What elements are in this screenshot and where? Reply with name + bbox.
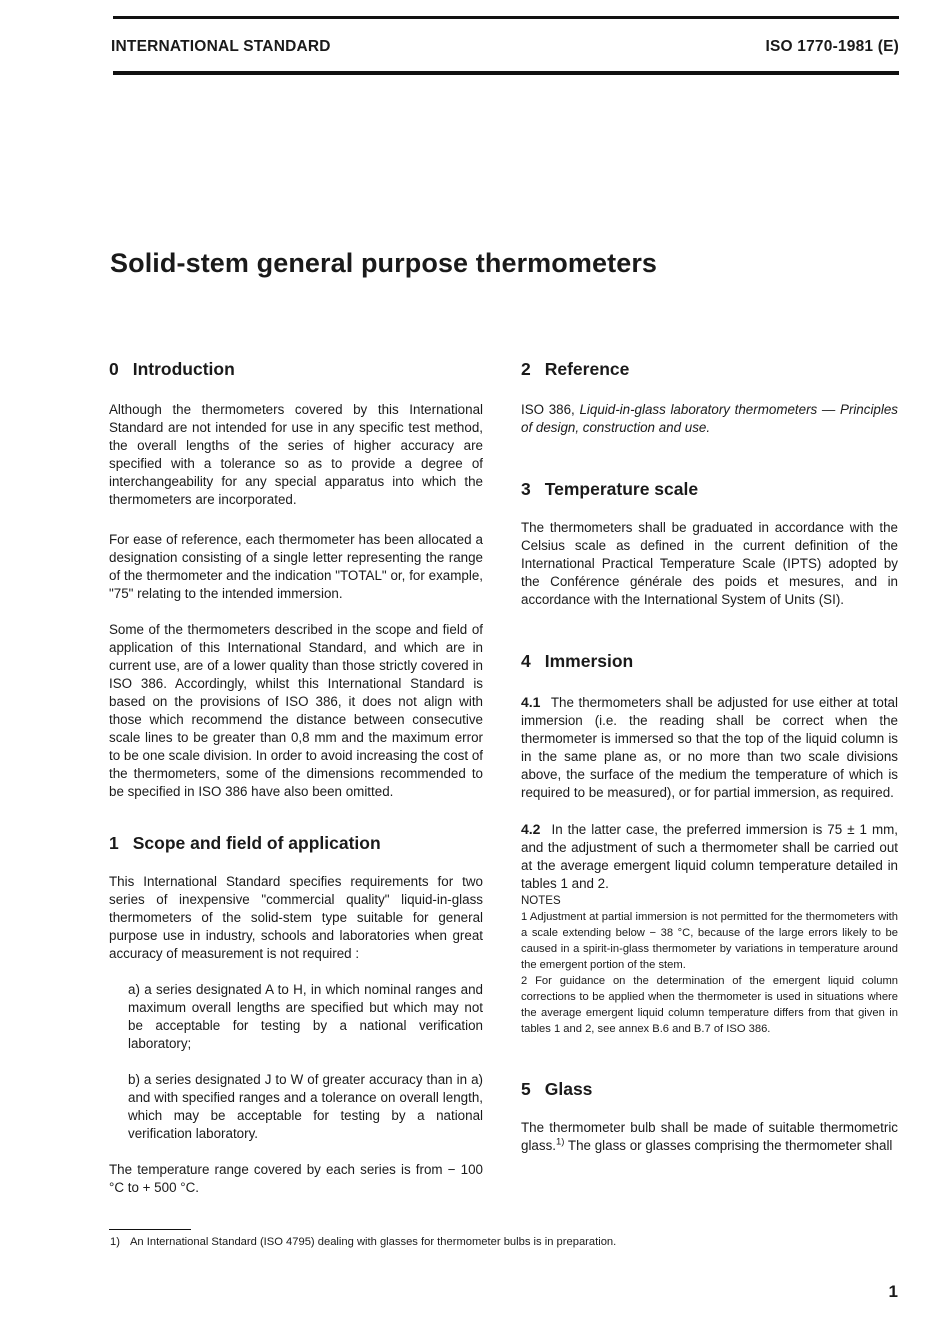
header-top-rule — [113, 16, 899, 19]
clause-4-2-text: In the latter case, the preferred immersion is 75 ± 1 mm, and the adjustment of such a thermometer shall be carried out at the average emergent liquid column temperature detailed in tables 1 and 2. — [521, 822, 898, 891]
section-0-number: 0 — [109, 359, 119, 379]
intro-paragraph-3: Some of the thermometers described in the scope and field of application of this International Standard, and which are in current use, are of a lower quality than those strictly covered in ISO 386. Accordingly, whilst this International Standard is based on the provisions of ISO 386, it does not align with those which recommend the distance between consecutive scale lines to be greater than 0,8 mm and the maximum error to be one scale division. In order to avoid increasing the cost of the thermometers, some of the dimensions recommended to be specified in ISO 386 have also been omitted. — [109, 622, 483, 799]
section-2-number: 2 — [521, 359, 531, 379]
footnote-rule — [109, 1229, 191, 1230]
note-2: 2 For guidance on the determination of the emergent liquid column corrections to be applied when the thermometer is used in situations where the average emergent liquid column temperature differs from that given in tables 1 and 2, see annex B.6 and B.7 of ISO 386. — [521, 975, 898, 1035]
reference-prefix: ISO 386, — [521, 402, 575, 417]
section-5-number: 5 — [521, 1079, 531, 1099]
glass-text-end: The glass or glasses comprising the thermometer shall — [564, 1138, 893, 1153]
section-5-heading — [521, 1077, 898, 1101]
intro-paragraph-1: Although the thermometers covered by this International Standard are not intended for use in any specific test method, the overall lengths of the series of higher accuracy are specified with a tolerance so as to provide a degree of interchangeability for any special apparatus into which the thermometers are incorporated. — [109, 402, 483, 507]
scope-intro: This International Standard specifies requirements for two series of inexpensive "commercial quality" liquid-in-glass thermometers of the solid-stem type suitable for general purpose use in industry, schools and laboratories when great accuracy of measurement is not required : — [109, 874, 483, 961]
notes-label: NOTES — [521, 895, 561, 907]
section-0-title: Introduction — [132, 359, 235, 379]
clause-4-2 — [521, 820, 898, 893]
header-standard-number: ISO 1770-1981 (E) — [765, 38, 899, 55]
intro-paragraph-2: For ease of reference, each thermometer has been allocated a designation consisting of a single letter representing the range of the thermometer and the indication "TOTAL" or, for example, "75" relating to the intended immersion. — [109, 532, 483, 601]
section-4-number: 4 — [521, 651, 531, 671]
section-0-heading — [109, 357, 483, 381]
section-1-title: Scope and field of application — [132, 833, 381, 853]
header-standard-type: INTERNATIONAL STANDARD — [111, 38, 331, 55]
footnote-reference: 1) — [555, 1136, 565, 1148]
glass-text — [521, 1119, 898, 1155]
scope-closing: The temperature range covered by each series is from − 100 °C to + 500 °C. — [109, 1162, 483, 1195]
section-3-heading — [521, 477, 898, 501]
document-title: Solid-stem general purpose thermometers — [110, 248, 658, 278]
scope-item-b: b) a series designated J to W of greater accuracy than in a) and with specified ranges and a tolerance on overall length, which may be acceptable for testing by a national verification laboratory. — [128, 1072, 483, 1141]
footnote-text: An International Standard (ISO 4795) dealing with glasses for thermometer bulbs is in preparation. — [129, 1236, 617, 1248]
note-1: 1 Adjustment at partial immersion is not permitted for the thermometers with a scale extending below − 38 °C, because of the large errors likely to be caused in a spirit-in-glass thermometer by variations in temperature around the emergent portion of the stem. — [521, 911, 898, 971]
section-5-title: Glass — [544, 1079, 593, 1099]
glass-text-start: The thermometer bulb shall be made of suitable thermometric glass. — [521, 1120, 898, 1153]
footnote-mark: 1) — [110, 1236, 120, 1248]
clause-4-1-text: The thermometers shall be adjusted for use either at total immersion (i.e. the reading shall be correct when the thermometer is immersed so that the top of the liquid column is in the same plane as, or no more than two scale divisions above, the surface of the medium the temperature of which is required to be measured), or for partial immersion, as required. — [521, 695, 898, 800]
clause-4-1 — [521, 693, 898, 802]
header-bottom-rule — [113, 71, 899, 75]
reference-text — [521, 401, 898, 437]
section-2-title: Reference — [544, 359, 630, 379]
right-column — [521, 357, 898, 1155]
left-column — [109, 357, 483, 1197]
scope-item-a: a) a series designated A to H, in which nominal ranges and maximum overall lengths are specified but which may not be acceptable for testing by a national verification laboratory; — [128, 982, 483, 1051]
temperature-scale-text: The thermometers shall be graduated in accordance with the Celsius scale as defined in the current definition of the International Practical Temperature Scale (IPTS) adopted by the Conférence générale des poids et mesures, and in accordance with the International System of Units (SI). — [521, 520, 898, 607]
reference-citation: Liquid-in-glass laboratory thermometers — Principles of design, construction and use. — [521, 402, 898, 435]
section-4-heading — [521, 649, 898, 673]
section-4-title: Immersion — [544, 651, 634, 671]
clause-4-1-number: 4.1 — [521, 694, 541, 710]
section-1-heading — [109, 831, 483, 855]
section-2-heading — [521, 357, 898, 381]
section-3-title: Temperature scale — [544, 479, 699, 499]
page-number: 1 — [888, 1282, 898, 1301]
clause-4-2-number: 4.2 — [521, 821, 541, 837]
section-3-number: 3 — [521, 479, 531, 499]
footnote — [110, 1236, 616, 1248]
section-1-number: 1 — [109, 833, 119, 853]
